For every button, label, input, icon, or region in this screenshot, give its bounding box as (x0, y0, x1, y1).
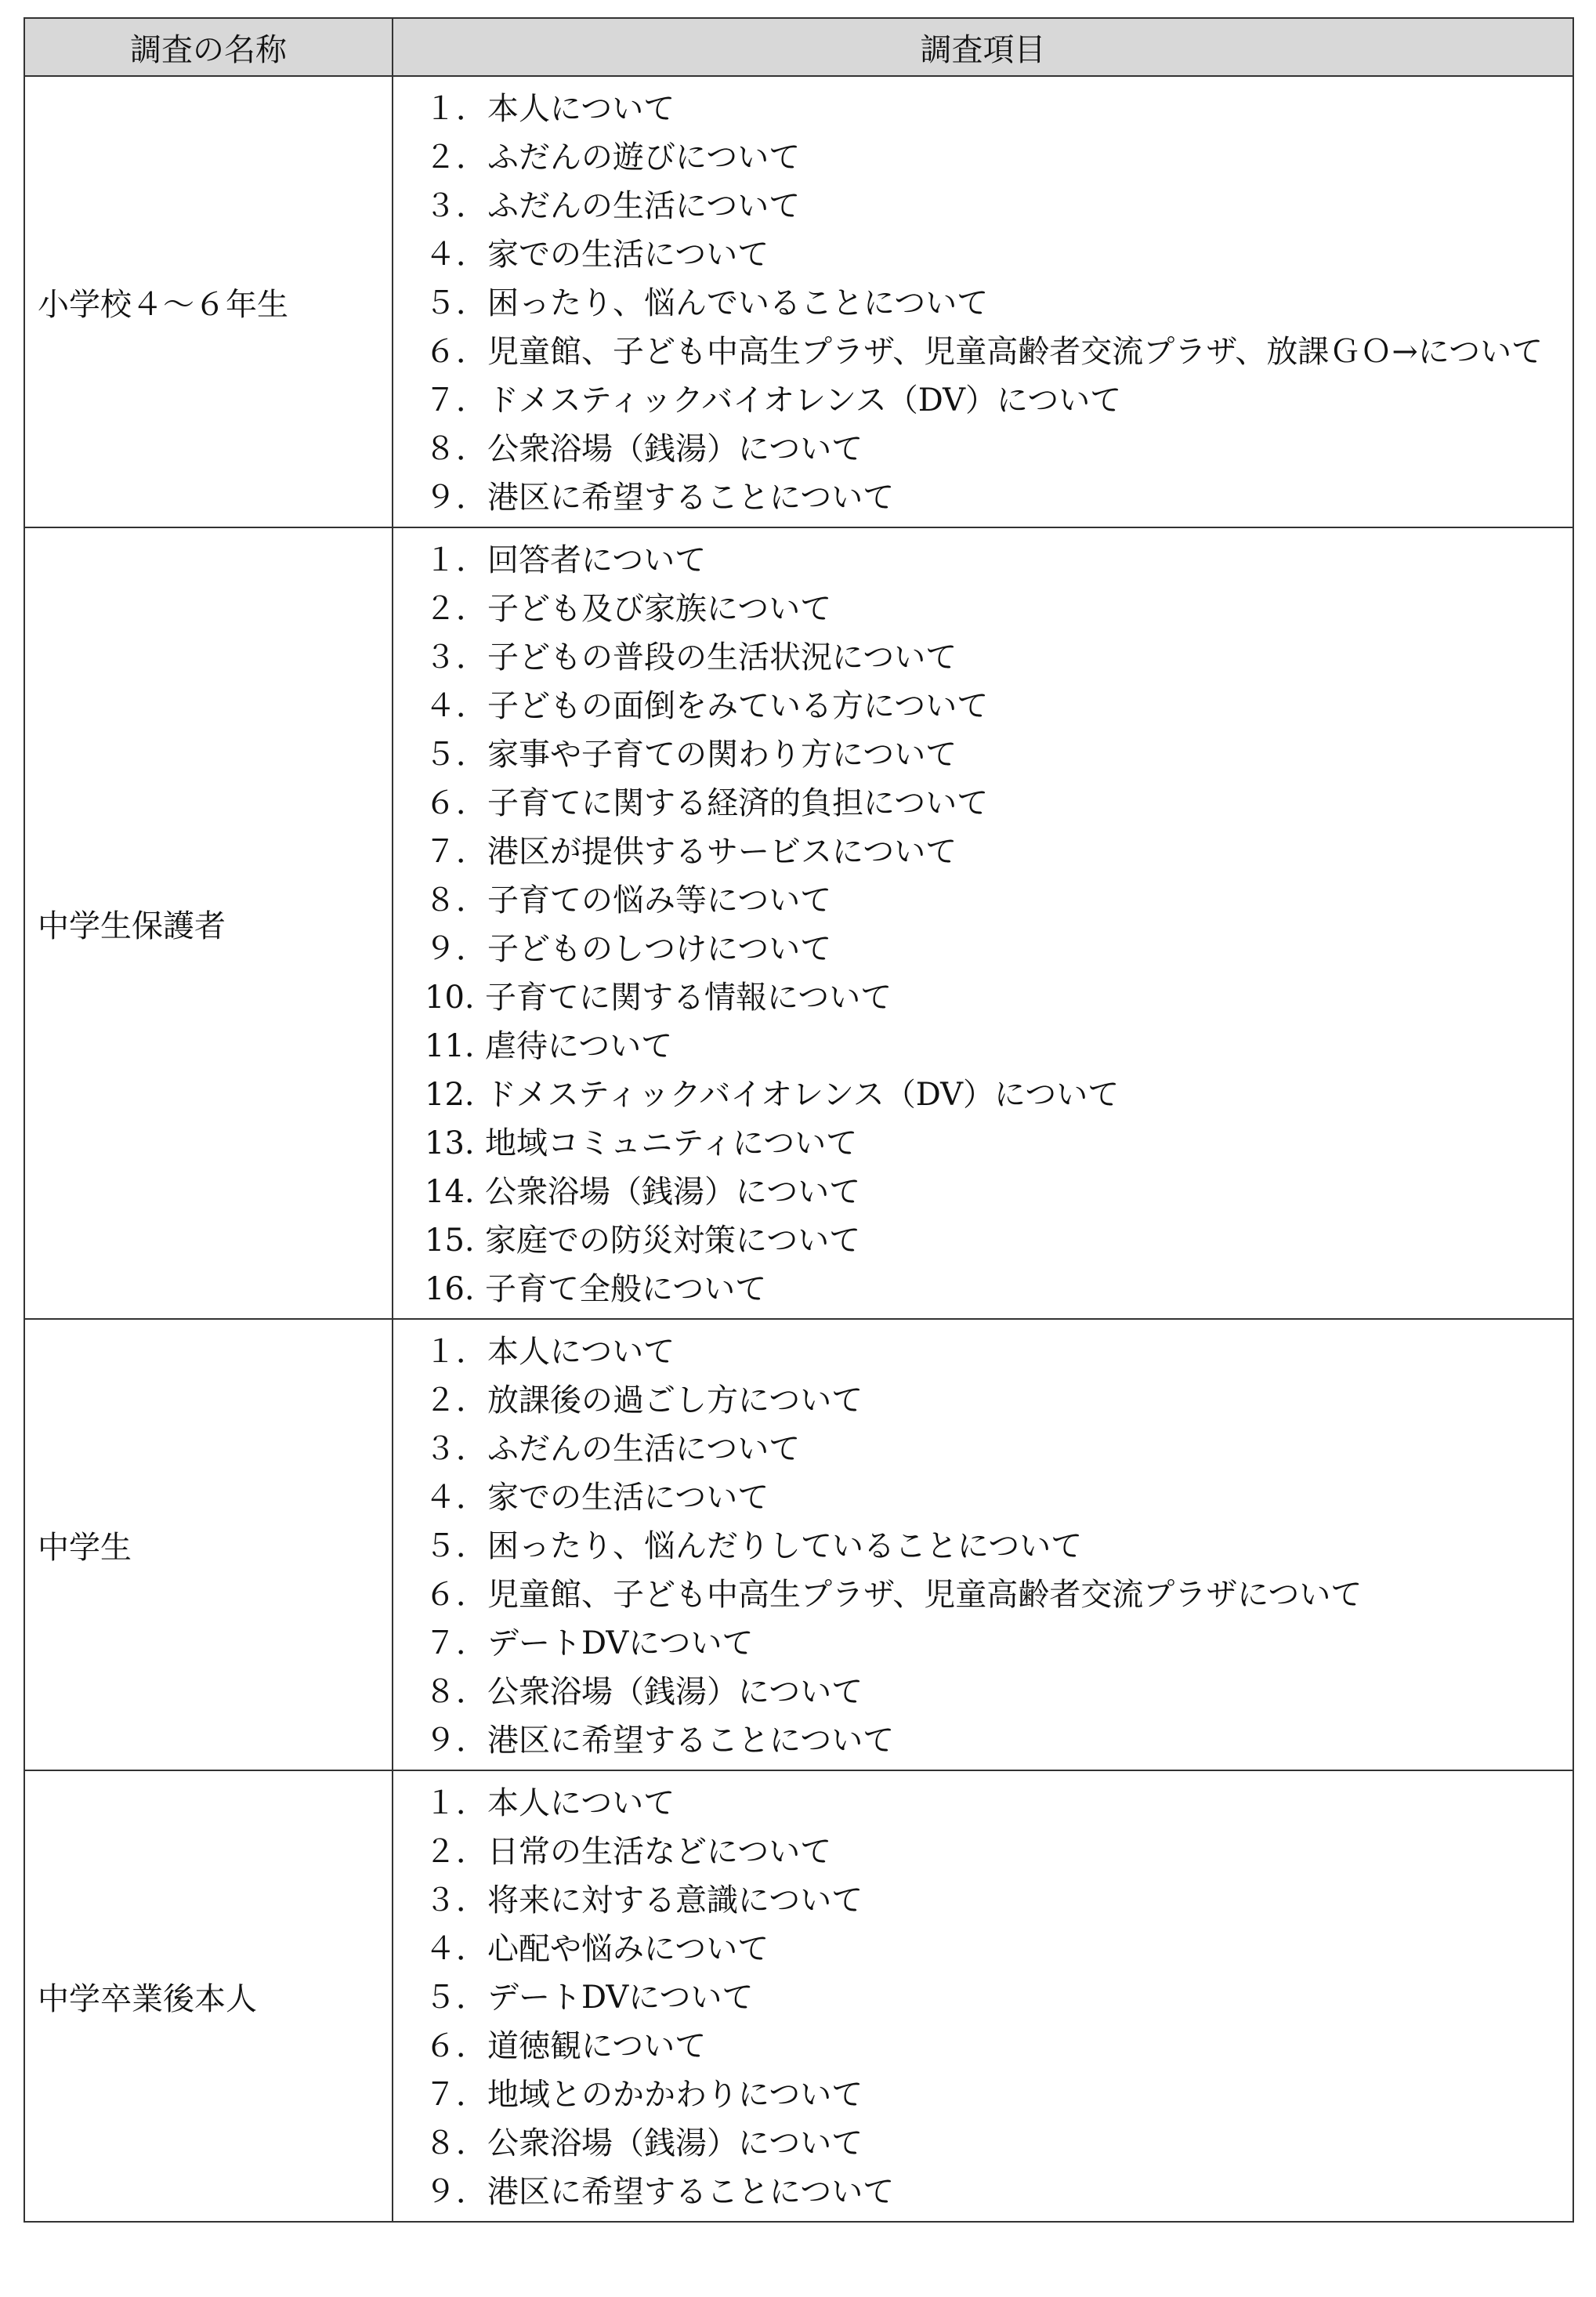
table-row (24, 1770, 1573, 2222)
list-item (393, 1716, 1572, 1765)
item-number: ３． (425, 1431, 487, 1467)
item-text: 虐待について (485, 1028, 673, 1064)
item-number: ５． (425, 1528, 487, 1564)
list-item (393, 1119, 1572, 1168)
item-text: 子育て全般について (485, 1271, 767, 1307)
table-row (24, 527, 1573, 1319)
item-number: ８． (425, 882, 487, 918)
list-item (393, 973, 1572, 1022)
list-item (393, 779, 1572, 828)
item-number: １． (425, 91, 487, 127)
item-text: ドメスティックバイオレンス（DV）について (485, 1077, 1120, 1113)
table-row (24, 76, 1573, 527)
list-item (393, 1522, 1572, 1571)
list-item (393, 85, 1572, 133)
item-number: ９． (425, 480, 487, 516)
item-number: ７． (425, 2077, 487, 2113)
list-item (393, 1876, 1572, 1925)
item-number: ６． (425, 334, 487, 370)
item-number: ８． (425, 431, 487, 467)
item-text: 公衆浴場（銭湯）について (487, 2125, 863, 2161)
item-number: ４． (425, 688, 487, 724)
list-item (393, 828, 1572, 876)
item-text: デートDVについて (487, 1980, 754, 2016)
item-number: ２． (425, 591, 487, 627)
item-number: 10. (425, 980, 475, 1016)
item-text: 子どもの普段の生活状況について (487, 639, 957, 676)
item-number: ５． (425, 285, 487, 321)
item-number: ９． (425, 931, 487, 967)
item-text: 地域とのかかわりについて (487, 2077, 863, 2113)
item-text: ふだんの生活について (487, 188, 801, 224)
item-text: 道徳観について (487, 2028, 707, 2064)
item-text: 将来に対する意識について (487, 1882, 863, 1918)
list-item (393, 133, 1572, 182)
survey-items-cell (393, 1319, 1573, 1770)
item-number: ５． (425, 737, 487, 773)
item-number: 16. (425, 1271, 475, 1307)
item-text: 本人について (487, 1334, 675, 1370)
item-text: 子育てに関する経済的負担について (487, 785, 989, 821)
list-item (393, 1425, 1572, 1473)
item-number: １． (425, 1334, 487, 1370)
list-item (393, 1668, 1572, 1716)
item-number: ６． (425, 2028, 487, 2064)
survey-items-cell (393, 527, 1573, 1319)
item-text: デートDVについて (487, 1625, 754, 1661)
list-item (393, 1619, 1572, 1668)
survey-item-list (393, 1771, 1572, 2221)
item-number: ８． (425, 1674, 487, 1710)
survey-item-list (393, 528, 1572, 1318)
item-number: ７． (425, 834, 487, 870)
list-item (393, 925, 1572, 973)
item-text: 児童館、子ども中高生プラザ、児童高齢者交流プラザについて (487, 1577, 1363, 1613)
list-item (393, 1071, 1572, 1119)
item-number: １． (425, 1785, 487, 1821)
list-item (393, 1265, 1572, 1313)
survey-items-cell (393, 1770, 1573, 2222)
item-number: 15. (425, 1223, 475, 1259)
list-item (393, 1328, 1572, 1376)
item-text: 公衆浴場（銭湯）について (487, 431, 863, 467)
list-item (393, 473, 1572, 522)
item-text: 回答者について (487, 542, 707, 578)
item-text: 家での生活について (487, 1480, 769, 1516)
survey-name-cell: 小学校４～６年生 (24, 76, 393, 527)
item-text: ドメスティックバイオレンス（DV）について (487, 382, 1122, 418)
item-number: ８． (425, 2125, 487, 2161)
list-item (393, 1779, 1572, 1828)
item-number: ７． (425, 382, 487, 418)
survey-item-list (393, 1320, 1572, 1770)
item-text: 児童館、子ども中高生プラザ、児童高齢者交流プラザ、放課ＧＯ→について (487, 334, 1544, 370)
item-number: 11. (425, 1028, 475, 1064)
item-text: 公衆浴場（銭湯）について (487, 1674, 863, 1710)
item-text: 心配や悩みについて (487, 1931, 769, 1967)
list-item (393, 536, 1572, 585)
table-body (24, 76, 1573, 2222)
header-survey-name: 調査の名称 (24, 18, 393, 76)
item-number: ２． (425, 139, 487, 176)
item-number: 13. (425, 1125, 475, 1161)
item-number: ６． (425, 1577, 487, 1613)
list-item (393, 1168, 1572, 1216)
item-text: 子育てに関する情報について (485, 980, 892, 1016)
list-item (393, 1376, 1572, 1425)
list-item (393, 1925, 1572, 1973)
item-number: １． (425, 542, 487, 578)
item-number: ３． (425, 1882, 487, 1918)
item-text: 港区に希望することについて (487, 480, 895, 516)
item-text: ふだんの生活について (487, 1431, 801, 1467)
item-text: 港区に希望することについて (487, 2174, 895, 2210)
list-item (393, 1473, 1572, 1522)
item-text: 本人について (487, 91, 675, 127)
list-item (393, 425, 1572, 473)
survey-name-cell: 中学卒業後本人 (24, 1770, 393, 2222)
item-text: 港区が提供するサービスについて (487, 834, 957, 870)
item-text: 地域コミュニティについて (485, 1125, 858, 1161)
item-text: 家庭での防災対策について (485, 1223, 861, 1259)
item-text: ふだんの遊びについて (487, 139, 801, 176)
list-item (393, 1571, 1572, 1619)
list-item (393, 633, 1572, 682)
item-number: ５． (425, 1980, 487, 2016)
item-text: 港区に希望することについて (487, 1723, 895, 1759)
header-survey-items: 調査項目 (393, 18, 1573, 76)
list-item (393, 876, 1572, 925)
item-number: ７． (425, 1625, 487, 1661)
item-text: 家での生活について (487, 237, 769, 273)
item-number: ４． (425, 1480, 487, 1516)
item-number: ４． (425, 1931, 487, 1967)
item-text: 子どものしつけについて (487, 931, 832, 967)
item-number: ３． (425, 639, 487, 676)
list-item (393, 2168, 1572, 2216)
table-row (24, 1319, 1573, 1770)
list-item (393, 328, 1572, 376)
item-text: 本人について (487, 1785, 675, 1821)
list-item (393, 585, 1572, 633)
list-item (393, 682, 1572, 730)
item-number: 12. (425, 1077, 475, 1113)
survey-item-list (393, 77, 1572, 527)
item-number: ２． (425, 1834, 487, 1870)
item-text: 公衆浴場（銭湯）について (485, 1174, 861, 1210)
item-text: 困ったり、悩んだりしていることについて (487, 1528, 1083, 1564)
header-row (24, 18, 1573, 76)
list-item (393, 1216, 1572, 1265)
list-item (393, 730, 1572, 779)
list-item (393, 2119, 1572, 2168)
list-item (393, 182, 1572, 230)
list-item (393, 2071, 1572, 2119)
item-text: 子ども及び家族について (487, 591, 832, 627)
list-item (393, 376, 1572, 425)
item-text: 子どもの面倒をみている方について (487, 688, 989, 724)
survey-name-cell: 中学生 (24, 1319, 393, 1770)
item-number: ６． (425, 785, 487, 821)
list-item (393, 230, 1572, 279)
survey-name-cell: 中学生保護者 (24, 527, 393, 1319)
item-number: ４． (425, 237, 487, 273)
list-item (393, 1828, 1572, 1876)
item-text: 子育ての悩み等について (487, 882, 832, 918)
item-text: 家事や子育ての関わり方について (487, 737, 957, 773)
item-number: ９． (425, 2174, 487, 2210)
item-number: ３． (425, 188, 487, 224)
item-number: 14. (425, 1174, 475, 1210)
survey-items-cell (393, 76, 1573, 527)
item-number: ２． (425, 1382, 487, 1418)
item-number: ９． (425, 1723, 487, 1759)
list-item (393, 2022, 1572, 2071)
item-text: 困ったり、悩んでいることについて (487, 285, 989, 321)
item-text: 放課後の過ごし方について (487, 1382, 863, 1418)
list-item (393, 279, 1572, 328)
survey-table (24, 17, 1574, 2223)
item-text: 日常の生活などについて (487, 1834, 832, 1870)
list-item (393, 1022, 1572, 1071)
list-item (393, 1973, 1572, 2022)
